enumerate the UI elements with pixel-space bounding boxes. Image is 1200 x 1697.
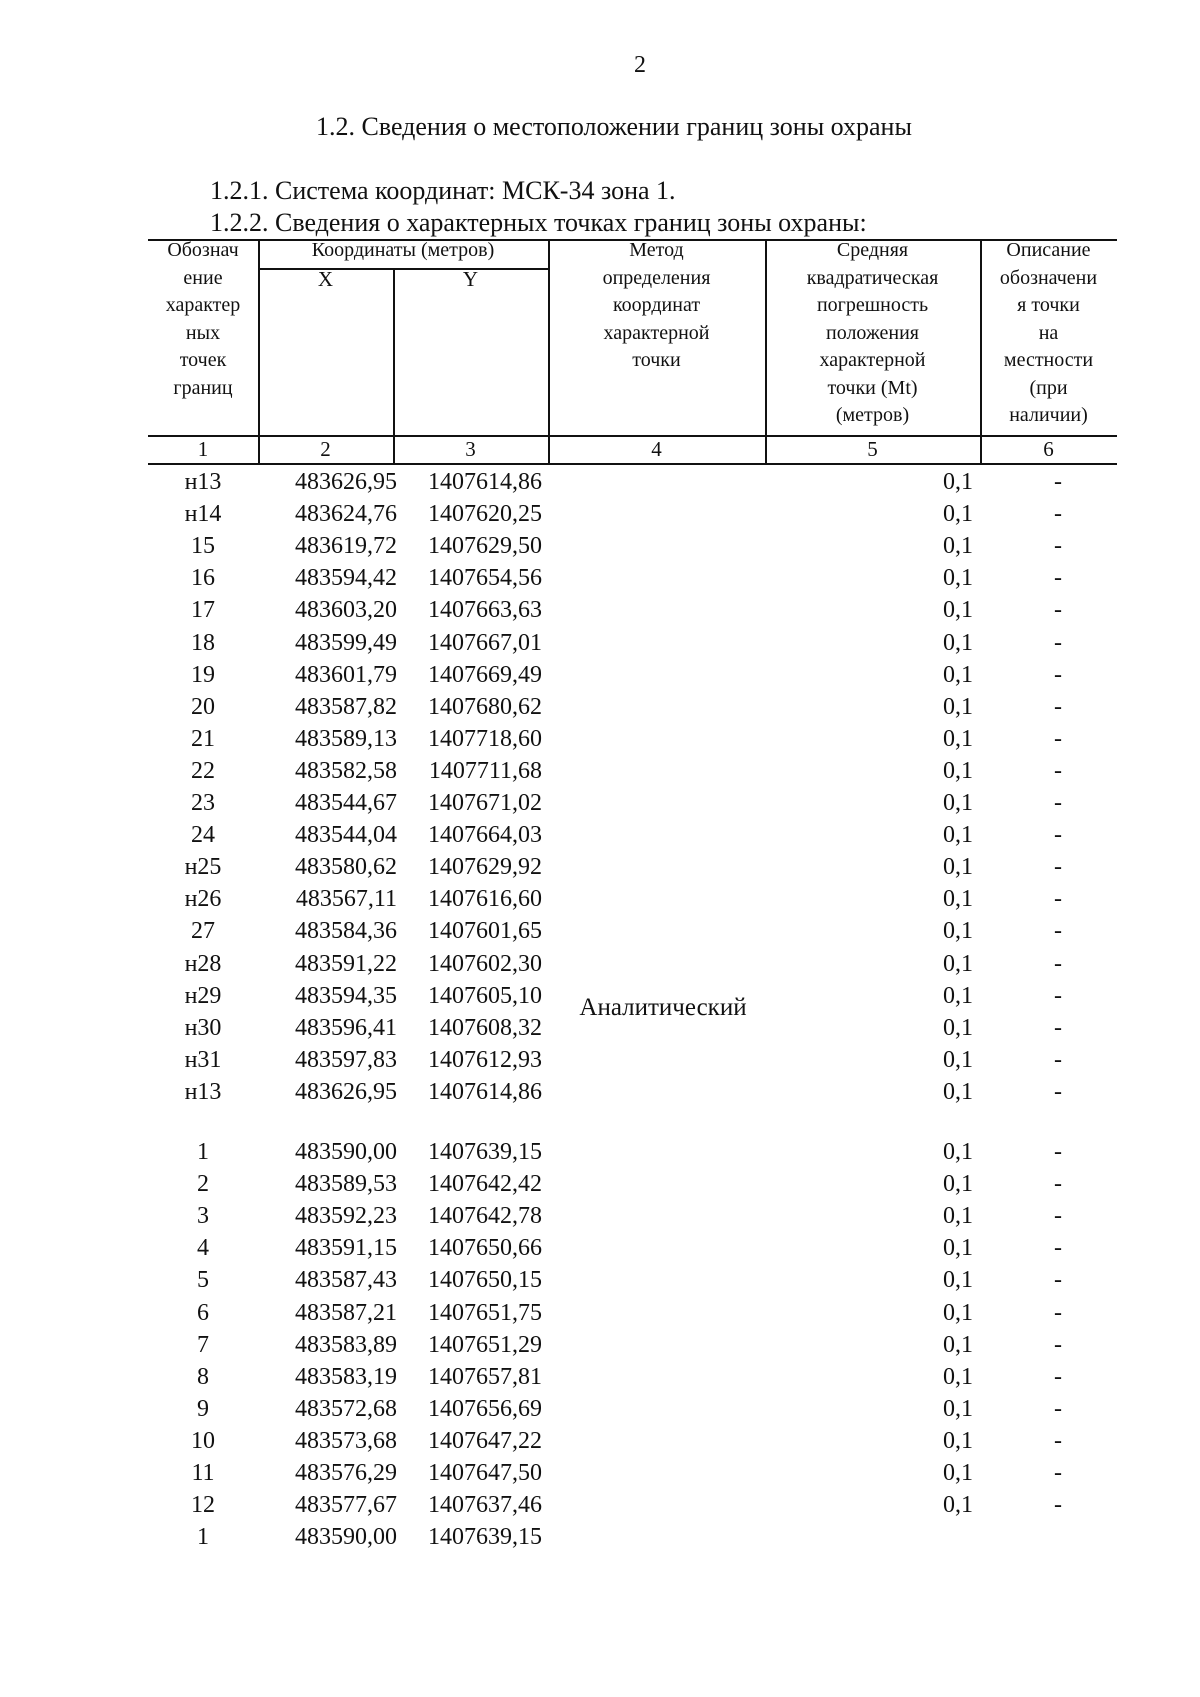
- point-id: 21: [191, 725, 215, 752]
- error-value: 0,1: [943, 982, 973, 1009]
- x-coordinate: 483590,00: [295, 1139, 397, 1165]
- x-coordinate: 483594,35: [295, 982, 397, 1009]
- y-coordinate: 1407639,15: [428, 1139, 542, 1165]
- point-id: 17: [191, 597, 215, 624]
- table-row: [148, 1136, 1117, 1168]
- description: -: [1054, 533, 1062, 560]
- y-coordinate: 1407608,32: [428, 1014, 542, 1041]
- header-col4: Метод определения координат характерной точки: [602, 239, 711, 371]
- table-row: [148, 691, 1117, 723]
- error-value: 0,1: [943, 501, 973, 528]
- error-value: 0,1: [943, 1171, 973, 1198]
- x-coordinate: 483589,53: [295, 1171, 397, 1198]
- description: -: [1054, 1171, 1062, 1198]
- y-coordinate: 1407601,65: [428, 918, 542, 945]
- error-value: 0,1: [943, 1235, 973, 1262]
- point-id: 27: [191, 918, 215, 945]
- x-coordinate: 483580,62: [295, 854, 397, 881]
- description: -: [1054, 725, 1062, 752]
- table-row: [148, 659, 1117, 691]
- description: -: [1054, 950, 1062, 977]
- table-row: [148, 948, 1117, 980]
- y-coordinate: 1407612,93: [428, 1046, 542, 1073]
- x-coordinate: 483583,89: [295, 1331, 397, 1358]
- y-coordinate: 1407614,86: [428, 469, 542, 495]
- error-value: 0,1: [943, 693, 973, 720]
- description: -: [1054, 982, 1062, 1009]
- y-coordinate: 1407629,50: [428, 533, 542, 560]
- column-number: 1: [197, 437, 209, 461]
- point-id: н25: [184, 854, 222, 881]
- x-coordinate: 483572,68: [295, 1395, 397, 1422]
- error-value: 0,1: [943, 1014, 973, 1041]
- y-coordinate: 1407651,29: [428, 1331, 542, 1358]
- column-number: 3: [465, 437, 476, 461]
- y-coordinate: 1407669,49: [428, 661, 542, 688]
- table-row: [148, 755, 1117, 787]
- y-coordinate: 1407663,63: [428, 597, 542, 624]
- error-value: 0,1: [943, 822, 973, 849]
- error-value: 0,1: [943, 1395, 973, 1422]
- y-coordinate: 1407639,15: [428, 1524, 542, 1551]
- description: -: [1054, 629, 1062, 656]
- table-header: [148, 239, 1117, 465]
- y-coordinate: 1407667,01: [428, 629, 542, 656]
- error-value: 0,1: [943, 629, 973, 656]
- error-value: 0,1: [943, 1363, 973, 1390]
- table-row: [148, 1361, 1117, 1393]
- x-coordinate: 483626,95: [295, 469, 397, 495]
- x-coordinate: 483587,82: [295, 693, 397, 720]
- description: -: [1054, 661, 1062, 688]
- y-coordinate: 1407647,50: [428, 1460, 542, 1486]
- point-id: 1: [197, 1524, 209, 1551]
- table-row: [148, 1521, 1117, 1553]
- x-coordinate: 483591,22: [295, 950, 397, 977]
- header-col1: Обознач ение характер ных точек границ: [165, 239, 241, 399]
- x-coordinate: 483597,83: [295, 1046, 397, 1073]
- x-coordinate: 483601,79: [295, 661, 397, 688]
- y-coordinate: 1407647,22: [428, 1427, 542, 1454]
- point-id: 7: [197, 1331, 209, 1358]
- x-coordinate: 483582,58: [295, 757, 397, 784]
- error-value: 0,1: [943, 1267, 973, 1294]
- y-coordinate: 1407602,30: [428, 950, 542, 977]
- table-row: [148, 787, 1117, 819]
- point-id: 19: [191, 661, 215, 688]
- table-row: [148, 466, 1117, 498]
- method-value: Аналитический: [579, 994, 747, 1021]
- y-coordinate: 1407680,62: [428, 693, 542, 720]
- point-id: н29: [184, 982, 222, 1009]
- description: -: [1054, 1331, 1062, 1358]
- table-row: [148, 530, 1117, 562]
- description: -: [1054, 1492, 1062, 1519]
- error-value: 0,1: [943, 1427, 973, 1454]
- point-id: 22: [191, 757, 215, 784]
- x-coordinate: 483544,04: [295, 822, 397, 849]
- table-row: [148, 594, 1117, 626]
- y-coordinate: 1407616,60: [428, 886, 542, 913]
- error-value: 0,1: [943, 757, 973, 784]
- description: -: [1054, 1395, 1062, 1422]
- x-coordinate: 483583,19: [295, 1363, 397, 1390]
- y-coordinate: 1407642,78: [428, 1203, 542, 1230]
- header-coords-group: Координаты (метров): [311, 239, 495, 261]
- column-number: 6: [1043, 437, 1054, 461]
- description: -: [1054, 1427, 1062, 1454]
- column-number: 5: [867, 437, 878, 461]
- table-row: [148, 883, 1117, 915]
- description: -: [1054, 1363, 1062, 1390]
- x-coordinate: 483589,13: [295, 725, 397, 752]
- error-value: 0,1: [943, 1492, 973, 1519]
- y-coordinate: 1407664,03: [428, 822, 542, 849]
- point-id: 23: [191, 790, 215, 816]
- point-id: 6: [197, 1299, 209, 1326]
- x-coordinate: 483626,95: [295, 1078, 397, 1105]
- point-id: н31: [184, 1046, 222, 1073]
- error-value: 0,1: [943, 661, 973, 688]
- description: -: [1054, 790, 1062, 816]
- error-value: 0,1: [943, 1460, 973, 1486]
- table-row: [148, 1076, 1117, 1108]
- description: -: [1054, 565, 1062, 592]
- x-coordinate: 483587,21: [295, 1299, 397, 1326]
- header-col3: Y: [462, 267, 479, 291]
- x-coordinate: 483544,67: [295, 790, 397, 816]
- point-id: 8: [197, 1363, 209, 1390]
- page-number: 2: [634, 52, 646, 78]
- error-value: 0,1: [943, 790, 973, 816]
- error-value: 0,1: [943, 725, 973, 752]
- section-title: 1.2. Сведения о местоположении границ зоны охраны: [316, 112, 912, 141]
- table-row: [148, 915, 1117, 947]
- point-id: н28: [184, 950, 222, 977]
- x-coordinate: 483624,76: [295, 501, 397, 528]
- point-id: 1: [197, 1139, 209, 1165]
- y-coordinate: 1407620,25: [428, 501, 542, 528]
- y-coordinate: 1407642,42: [428, 1171, 542, 1198]
- point-id: н30: [184, 1014, 222, 1041]
- y-coordinate: 1407657,81: [428, 1363, 542, 1390]
- coordinate-system-line: 1.2.1. Система координат: МСК-34 зона 1.: [210, 176, 676, 205]
- column-number: 2: [320, 437, 331, 461]
- error-value: 0,1: [943, 597, 973, 624]
- y-coordinate: 1407651,75: [428, 1299, 542, 1326]
- error-value: 0,1: [943, 533, 973, 560]
- point-id: 12: [191, 1492, 215, 1519]
- table-row: [148, 1297, 1117, 1329]
- description: -: [1054, 757, 1062, 784]
- x-coordinate: 483577,67: [295, 1492, 397, 1519]
- error-value: 0,1: [943, 1078, 973, 1105]
- table-row: [148, 1393, 1117, 1425]
- x-coordinate: 483592,23: [295, 1203, 397, 1230]
- y-coordinate: 1407654,56: [428, 565, 542, 592]
- y-coordinate: 1407650,15: [428, 1267, 542, 1294]
- error-value: 0,1: [943, 1139, 973, 1165]
- error-value: 0,1: [943, 1299, 973, 1326]
- point-id: 5: [197, 1267, 209, 1294]
- table-row: [148, 1329, 1117, 1361]
- x-coordinate: 483599,49: [295, 629, 397, 656]
- description: -: [1054, 597, 1062, 624]
- y-coordinate: 1407711,68: [428, 757, 542, 784]
- header-col6: Описание обозначени я точки на местности (при наличии): [999, 239, 1098, 426]
- description: -: [1054, 886, 1062, 913]
- error-value: 0,1: [943, 565, 973, 592]
- point-id: 9: [197, 1395, 209, 1422]
- table-row: [148, 851, 1117, 883]
- header-col5: Средняя квадратическая погрешность положения характерной точки (Mt) (метров): [806, 239, 939, 426]
- error-value: 0,1: [943, 469, 973, 495]
- point-id: 10: [191, 1427, 215, 1454]
- x-coordinate: 483596,41: [295, 1014, 397, 1041]
- point-id: н14: [184, 501, 222, 528]
- table-row: [148, 1232, 1117, 1264]
- x-coordinate: 483594,42: [295, 565, 397, 592]
- error-value: 0,1: [943, 886, 973, 913]
- description: -: [1054, 1046, 1062, 1073]
- point-id: 15: [191, 533, 215, 560]
- point-id: 16: [191, 565, 215, 592]
- description: -: [1054, 1203, 1062, 1230]
- error-value: 0,1: [943, 1331, 973, 1358]
- description: -: [1054, 1014, 1062, 1041]
- y-coordinate: 1407629,92: [428, 854, 542, 881]
- error-value: 0,1: [943, 1203, 973, 1230]
- description: -: [1054, 693, 1062, 720]
- point-id: н13: [184, 1078, 222, 1105]
- x-coordinate: 483584,36: [295, 918, 397, 945]
- x-coordinate: 483619,72: [295, 533, 397, 560]
- y-coordinate: 1407637,46: [428, 1492, 542, 1519]
- error-value: 0,1: [943, 854, 973, 881]
- numbers-bottom-rule: [148, 463, 1117, 465]
- point-id: 2: [197, 1171, 209, 1198]
- x-coordinate: 483590,00: [295, 1524, 397, 1551]
- y-coordinate: 1407671,02: [428, 790, 542, 816]
- y-coordinate: 1407605,10: [428, 982, 542, 1009]
- description: -: [1054, 469, 1062, 495]
- error-value: 0,1: [943, 1046, 973, 1073]
- table-row: [148, 562, 1117, 594]
- table-row: [148, 723, 1117, 755]
- description: -: [1054, 1139, 1062, 1165]
- point-id: 24: [191, 822, 215, 849]
- column-number: 4: [651, 437, 662, 461]
- x-coordinate: 483587,43: [295, 1267, 397, 1294]
- x-coordinate: 483567,11: [295, 886, 397, 913]
- description: -: [1054, 1299, 1062, 1326]
- point-id: н26: [184, 886, 222, 913]
- table-row: [148, 1264, 1117, 1296]
- y-coordinate: 1407650,66: [428, 1235, 542, 1262]
- x-coordinate: 483573,68: [295, 1427, 397, 1454]
- y-coordinate: 1407656,69: [428, 1395, 542, 1422]
- description: -: [1054, 854, 1062, 881]
- description: -: [1054, 1235, 1062, 1262]
- point-id: 20: [191, 693, 215, 720]
- table-row: [148, 1457, 1117, 1489]
- y-coordinate: 1407718,60: [428, 725, 542, 752]
- table-row: [148, 1200, 1117, 1232]
- description: -: [1054, 1267, 1062, 1294]
- point-id: 11: [191, 1460, 215, 1486]
- table-row: [148, 498, 1117, 530]
- table-row: [148, 1044, 1117, 1076]
- point-id: 3: [197, 1203, 209, 1230]
- table-row: [148, 1425, 1117, 1457]
- x-coordinate: 483591,15: [295, 1235, 397, 1262]
- x-coordinate: 483576,29: [295, 1460, 397, 1486]
- table-row: [148, 1489, 1117, 1521]
- point-id: н13: [184, 469, 222, 495]
- description: -: [1054, 822, 1062, 849]
- table-row: [148, 1168, 1117, 1200]
- description: -: [1054, 1078, 1062, 1105]
- error-value: 0,1: [943, 918, 973, 945]
- point-id: 18: [191, 629, 215, 656]
- x-coordinate: 483603,20: [295, 597, 397, 624]
- description: -: [1054, 501, 1062, 528]
- description: -: [1054, 918, 1062, 945]
- table-row: [148, 627, 1117, 659]
- description: -: [1054, 1460, 1062, 1486]
- error-value: 0,1: [943, 950, 973, 977]
- header-col2: X: [317, 267, 334, 291]
- points-info-heading: 1.2.2. Сведения о характерных точках границ зоны охраны:: [210, 208, 867, 237]
- table-row: [148, 819, 1117, 851]
- y-coordinate: 1407614,86: [428, 1078, 542, 1105]
- point-id: 4: [197, 1235, 209, 1262]
